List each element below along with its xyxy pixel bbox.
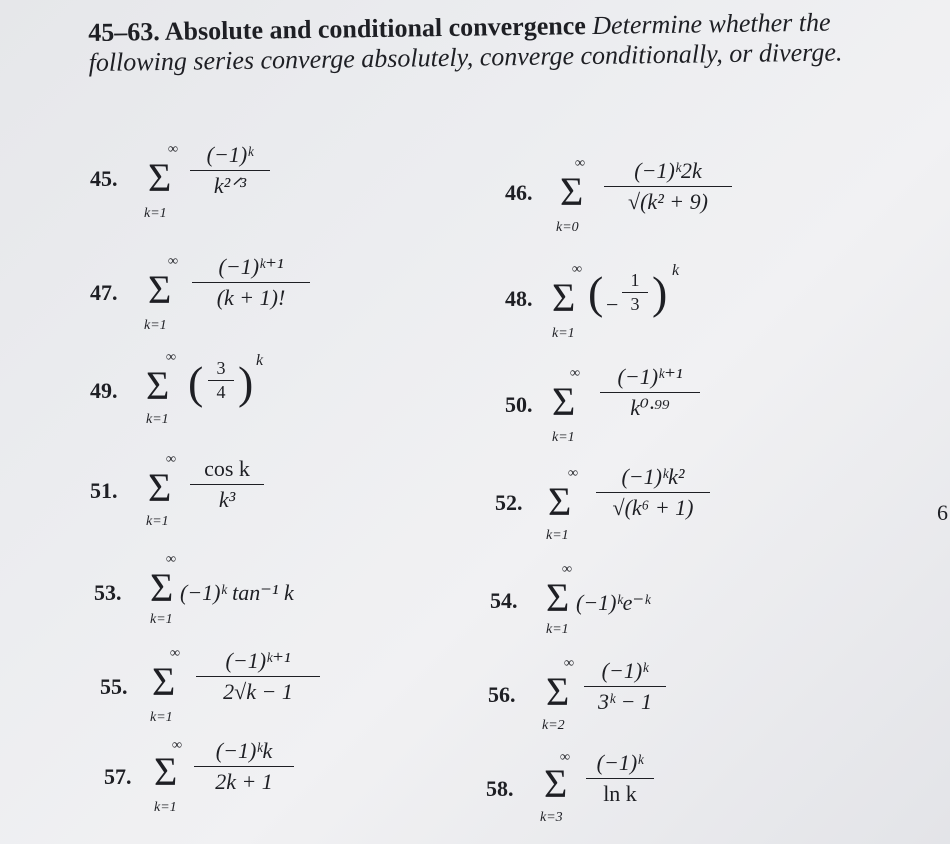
sum-upper-limit: ∞ [564,656,574,671]
problem-number: 49. [90,378,118,403]
series-term: (−1)ᵏ tan⁻¹ k [180,580,294,605]
sum-upper-limit: ∞ [168,142,178,157]
base-numerator: 3 [216,358,226,378]
base-fraction [208,358,234,403]
summation-symbol: Σ [148,465,172,510]
numerator: (−1)ᵏ [206,142,254,167]
sum-upper-limit: ∞ [172,738,182,753]
left-paren: ( [588,267,604,318]
denominator: √(k² + 9) [628,189,708,214]
summation-symbol: Σ [148,155,172,200]
sum-upper-limit: ∞ [168,254,178,269]
summation-symbol: Σ [560,169,584,214]
sum-lower-limit: k=1 [552,326,575,341]
fraction-bar [196,676,320,677]
problem-number: 50. [505,392,533,417]
summation-symbol: Σ [552,379,576,424]
summation-symbol: Σ [552,275,576,320]
fraction-bar [208,380,234,381]
fraction [586,750,654,807]
problem-number: 52. [495,490,523,515]
fraction-bar [596,492,710,493]
sum-lower-limit: k=3 [540,810,563,825]
denominator: 2k + 1 [215,769,273,794]
problem-number: 53. [94,580,122,605]
summation-symbol: Σ [546,669,570,714]
sum-lower-limit: k=1 [150,612,173,627]
problem-number: 56. [488,682,516,707]
sum-lower-limit: k=2 [542,718,565,733]
fraction-bar [584,686,666,687]
numerator: (−1)ᵏk² [621,464,685,489]
numerator: (−1)ᵏ⁺¹ [617,364,683,389]
denominator: 2√k − 1 [223,679,293,704]
base-fraction [622,270,648,315]
sum-upper-limit: ∞ [170,646,180,661]
fraction-bar [192,282,310,283]
sum-lower-limit: k=1 [150,710,173,725]
section-title: 45–63. Absolute and conditional convergence [88,11,586,47]
fraction [194,738,294,795]
sum-lower-limit: k=1 [146,412,169,427]
exponent: k [256,352,264,369]
summation-symbol: Σ [152,659,176,704]
sum-upper-limit: ∞ [575,156,585,171]
fraction [196,648,320,705]
summation-symbol: Σ [548,479,572,524]
summation-symbol: Σ [150,565,174,610]
sum-lower-limit: k=1 [154,800,177,815]
sum-upper-limit: ∞ [166,452,176,467]
sum-lower-limit: k=1 [144,206,167,221]
summation-symbol: Σ [546,575,570,620]
summation-symbol: Σ [146,363,170,408]
sum-lower-limit: k=1 [144,318,167,333]
sum-upper-limit: ∞ [568,466,578,481]
summation-symbol: Σ [544,761,568,806]
fraction-bar [190,484,264,485]
denominator: √(k⁶ + 1) [612,495,694,520]
cropped-edge-text: 6 [937,500,948,525]
numerator: (−1)ᵏk [215,738,273,763]
sum-lower-limit: k=1 [546,528,569,543]
sum-upper-limit: ∞ [572,262,582,277]
section-instructions: Determine whether the following series converge absolutely, converge conditionally, or diverge. [88,7,843,77]
base-denominator: 3 [630,294,640,314]
problem-number: 46. [505,180,533,205]
problem-number: 51. [90,478,118,503]
sum-upper-limit: ∞ [560,750,570,765]
problem-number: 57. [104,764,132,789]
series-term: (−1)ᵏe⁻ᵏ [576,590,651,615]
denominator: k⁰·⁹⁹ [630,395,670,420]
denominator: ln k [603,781,637,806]
right-paren: ) [238,357,254,408]
denominator: k²ᐟ³ [213,173,247,198]
fraction [584,658,666,715]
sum-lower-limit: k=1 [552,430,575,445]
base-numerator: 1 [630,270,640,290]
numerator: (−1)ᵏ [596,750,644,775]
denominator: 3ᵏ − 1 [597,689,653,714]
numerator: (−1)ᵏ⁺¹ [225,648,291,673]
sum-lower-limit: k=1 [146,514,169,529]
sum-lower-limit: k=0 [556,220,579,235]
minus-sign: − [606,292,619,317]
fraction-bar [194,766,294,767]
sum-lower-limit: k=1 [546,622,569,637]
problem-number: 55. [100,674,128,699]
problem-number: 45. [90,166,118,191]
problem-number: 47. [90,280,118,305]
fraction-bar [586,778,654,779]
sum-upper-limit: ∞ [166,350,176,365]
sum-upper-limit: ∞ [562,562,572,577]
numerator: cos k [204,456,250,481]
problem-number: 54. [490,588,518,613]
exponent: k [672,262,680,279]
fraction [190,456,264,513]
numerator: (−1)ᵏ2k [634,158,702,183]
denominator: (k + 1)! [216,285,286,310]
fraction [596,464,710,521]
problem-number: 48. [505,286,533,311]
base-denominator: 4 [216,382,226,402]
left-paren: ( [188,357,204,408]
fraction-bar [604,186,732,187]
fraction [192,254,310,311]
summation-symbol: Σ [148,267,172,312]
sum-upper-limit: ∞ [570,366,580,381]
fraction-bar [600,392,700,393]
fraction [604,158,732,215]
numerator: (−1)ᵏ [601,658,649,683]
fraction-bar [190,170,270,171]
summation-symbol: Σ [154,749,178,794]
fraction [600,364,700,421]
problem-number: 58. [486,776,514,801]
denominator: k³ [218,487,236,512]
numerator: (−1)ᵏ⁺¹ [218,254,284,279]
fraction [190,142,270,199]
exercise-heading [88,7,909,78]
sum-upper-limit: ∞ [166,552,176,567]
fraction-bar [622,292,648,293]
right-paren: ) [652,267,668,318]
